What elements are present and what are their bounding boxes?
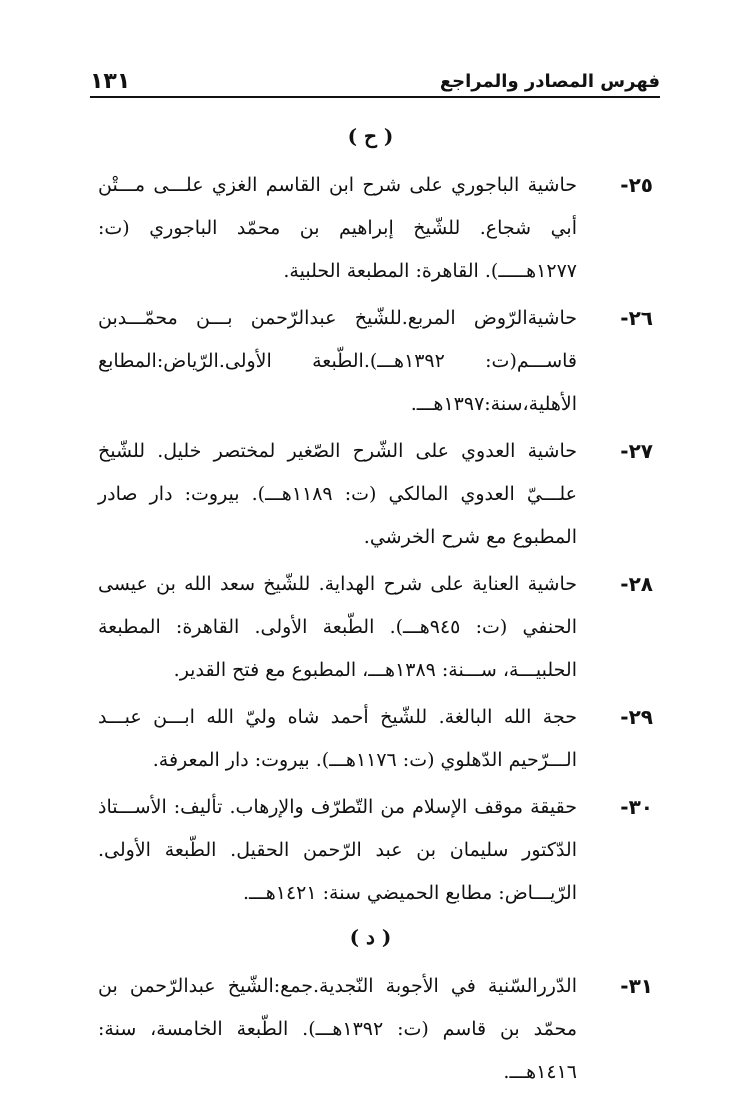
entry-text: حاشية الباجوري على شرح ابن القاسم الغزي علـــى مـــتْن أبي شجاع. للشّيخ إبراهيم بن محمّد الباجوري (ت: ١٢٧٧هـــــ). القاهرة: المطبعة الحلبية. bbox=[98, 174, 577, 282]
bibliography-entry-28 bbox=[98, 563, 653, 692]
entry-text: الدّررالسّنية في الأجوبة النّجدية.جمع:الشّيخ عبدالرّحمن بن محمّد بن قاسم (ت: ١٣٩٢هـــ). الطّبعة الخامسة، سنة: ١٤١٦هـــ. bbox=[98, 975, 577, 1083]
entry-number: ٢٦- bbox=[620, 306, 653, 330]
entry-text: حاشيةالرّوض المربع.للشّيخ عبدالرّحمن بـــن محمّـــدبن قاســـم(ت: ١٣٩٢هـــ).الطّبعة الأولى.الرّياض:المطابع الأهلية،سنة:١٣٩٧هـــ. bbox=[98, 307, 577, 415]
page-number: ١٣١ bbox=[90, 69, 131, 94]
bibliography-entry-27 bbox=[98, 430, 653, 559]
entry-number: ٣١- bbox=[620, 974, 653, 998]
entry-number: ٣٠- bbox=[620, 795, 653, 819]
page-header bbox=[90, 62, 660, 98]
bibliography-entry-29 bbox=[98, 696, 653, 782]
entry-number: ٢٩- bbox=[620, 705, 653, 729]
entry-text: حاشية العدوي على الشّرح الصّغير لمختصر خليل. للشّيخ علـــيّ العدوي المالكي (ت: ١١٨٩هـــ). بيروت: دار صادر المطبوع مع شرح الخرشي. bbox=[98, 440, 577, 548]
section-heading-dal: ( د ) bbox=[349, 925, 392, 949]
header-title: فهرس المصادر والمراجع bbox=[439, 71, 660, 92]
entry-number: ٢٥- bbox=[620, 173, 653, 197]
bibliography-entry-25 bbox=[98, 164, 653, 293]
section-heading-ha: ( ح ) bbox=[347, 124, 394, 148]
entry-text: حقيقة موقف الإسلام من التّطرّف والإرهاب. تأليف: الأســـتاذ الدّكتور سليمان بن عبد الرّحمن الحقيل. الطّبعة الأولى. الرّيـــاض: مطابع الحميضي سنة: ١٤٢١هـــ. bbox=[98, 796, 577, 904]
bibliography-entry-30 bbox=[98, 786, 653, 915]
entry-text: حجة الله البالغة. للشّيخ أحمد شاه وليّ الله ابـــن عبـــد الـــرّحيم الدّهلوي (ت: ١١٧٦هـــ). بيروت: دار المعرفة. bbox=[98, 706, 577, 771]
entry-number: ٢٧- bbox=[620, 439, 653, 463]
bibliography-entry-26 bbox=[98, 297, 653, 426]
entry-text: حاشية العناية على شرح الهداية. للشّيخ سعد الله بن عيسى الحنفي (ت: ٩٤٥هـــ). الطّبعة الأولى. القاهرة: المطبعة الحلبيـــة، ســـنة: ١٣٨٩هـــ، المطبوع مع فتح القدير. bbox=[98, 573, 578, 681]
bibliography-content bbox=[98, 118, 653, 1098]
bibliography-entry-31 bbox=[98, 965, 653, 1094]
entry-number: ٢٨- bbox=[620, 572, 653, 596]
